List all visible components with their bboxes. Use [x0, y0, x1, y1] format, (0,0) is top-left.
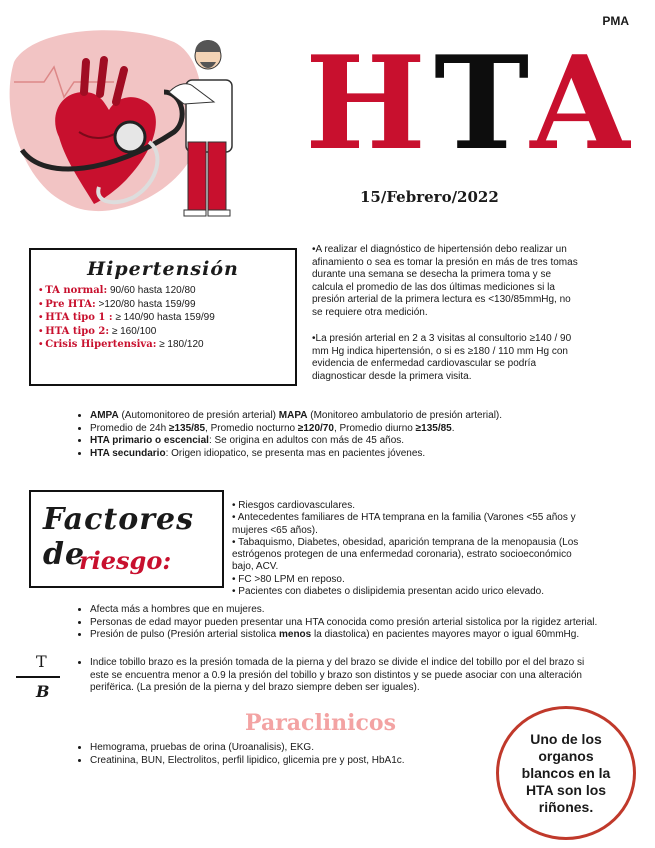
title-letter-h: H — [305, 29, 434, 179]
list-item: • FC >80 LPM en reposo. — [232, 573, 345, 585]
risk-heading-line-2: riesgo: — [79, 546, 172, 575]
list-item: • Personas de edad mayor pueden presentar una HTA conocida como presión arterial sistolica por la rigidez arterial. — [90, 617, 630, 630]
ankle-brachial-fraction — [16, 652, 64, 704]
list-item — [39, 298, 295, 312]
term: ≥120/70 — [297, 422, 334, 434]
list-item: • Hemograma, pruebas de orina (Uroanalisis), EKG. — [90, 742, 490, 755]
item-label: HTA tipo 2: — [45, 325, 110, 337]
list-item — [90, 423, 610, 436]
term: MAPA — [278, 410, 308, 421]
heart-doctor-illustration — [4, 22, 304, 227]
item-value: 90/60 hasta 120/80 — [107, 285, 196, 296]
hypertension-list — [39, 284, 295, 352]
list-item: • Indice tobillo brazo es la presión tomada de la pierna y del brazo se divide el indice del tobillo por el del brazo si este se encuentra menor a 0.9 la presión del tobillo y brazo son distintos y se puede asociar con una alteración perifërica. (La presión de la pierna y del brazo siempre deben ser iguales). — [90, 657, 595, 695]
list-item — [90, 629, 630, 642]
hypertension-box — [29, 248, 297, 386]
text: . — [451, 422, 455, 434]
term: HTA primario o escencial — [90, 435, 209, 446]
list-item: • Antecedentes familiares de HTA temprana en la familia (Varones <55 años y mujeres <65 años). — [232, 512, 576, 536]
paraclinicos-list — [76, 742, 490, 767]
item-label: HTA tipo 1 : — [45, 312, 113, 323]
item-value: >120/80 hasta 159/99 — [95, 298, 196, 310]
term: menos — [278, 629, 312, 640]
risk-heading-line-1: Factores de — [43, 502, 195, 572]
list-item — [39, 311, 295, 325]
text: la diastolica) en pacientes mayores mayor o igual 60mmHg. — [311, 629, 580, 640]
list-item — [90, 435, 610, 448]
fraction-line — [16, 676, 60, 678]
paraclinicos-heading: Paraclinicos — [245, 710, 396, 736]
item-label: TA normal: — [45, 285, 108, 296]
diagnosis-paragraph-2: •La presión arterial en 2 a 3 visitas al consultorio ≥140 / 90 mm Hg indica hipertensión, o si es ≥180 / 110 mm Hg con evidencia de enfermedad cardiovascular se podría diagnosticar desde la primera visita. — [312, 333, 572, 382]
item-value: ≥ 140/90 hasta 159/99 — [112, 312, 215, 323]
term: ≥135/85 — [168, 422, 206, 434]
list-item: • Riesgos cardiovasculares. — [232, 500, 355, 511]
risk-factors-list — [232, 500, 582, 598]
term: ≥135/85 — [415, 422, 452, 434]
kidney-note: Uno de los organos blancos en la HTA son los riñones. — [521, 730, 611, 815]
text: Promedio de 24h — [90, 422, 169, 434]
item-label: Pre HTA: — [45, 298, 96, 310]
demographics-list — [76, 604, 630, 642]
list-item: • Pacientes con diabetes o dislipidemia presentan acido urico elevado. — [232, 586, 545, 598]
page-title — [305, 29, 638, 179]
text: Presión de pulso (Presión arterial sistolica — [90, 629, 279, 640]
list-item — [90, 410, 610, 423]
list-item: • Creatinina, BUN, Electrolitos, perfil lipidico, glicemia pre y post, HbA1c. — [90, 755, 490, 768]
date: 15/Febrero/2022 — [360, 188, 499, 206]
list-item: • Afecta más a hombres que en mujeres. — [90, 604, 630, 617]
item-label: Crisis Hipertensiva: — [45, 339, 157, 350]
text: (Monitoreo ambulatorio de presión arterial). — [307, 410, 503, 421]
text: (Automonitoreo de presión arterial) — [118, 410, 279, 421]
kidney-note-circle — [496, 706, 636, 840]
fraction-top: T — [36, 652, 47, 671]
list-item: • Tabaquismo, Diabetes, obesidad, aparición temprana de la menopausia (Los estrógenos protegen de una enfermedad coronaria), estrato socioeconómico bajo, ACV. — [232, 536, 579, 573]
item-value: ≥ 160/100 — [109, 325, 157, 337]
monitoring-list — [76, 410, 610, 460]
term: AMPA — [90, 410, 119, 421]
fraction-bottom: B — [36, 682, 50, 701]
list-item — [90, 448, 610, 461]
text: , Promedio nocturno — [205, 422, 298, 434]
author-initials: PMA — [602, 14, 629, 28]
text: , Promedio diurno — [333, 422, 416, 434]
title-letter-t: T — [433, 29, 531, 179]
diagnosis-paragraph-1: •A realizar el diagnóstico de hipertensión debo realizar un afinamiento o sea es tomar la presión en más de tres tomas durante una semana se desecha la primera toma y se calcula el promedio de las dos últimas mediciones si la presión arterial de la primera lectura es <130/85mmHg, no se requiere otra medición. — [312, 244, 578, 318]
item-value: ≥ 180/120 — [156, 339, 204, 350]
list-item — [39, 284, 295, 298]
list-item — [39, 338, 295, 352]
risk-factors-box — [29, 490, 224, 588]
list-item — [39, 325, 295, 339]
hypertension-heading: Hipertensión — [87, 258, 239, 280]
text: : Se origina en adultos con más de 45 años. — [208, 435, 405, 446]
ankle-brachial-list — [76, 657, 595, 695]
title-letter-a: A — [530, 29, 638, 179]
text: : Origen idiopatico, se presenta mas en pacientes jóvenes. — [165, 447, 426, 459]
term: HTA secundario — [90, 447, 166, 459]
